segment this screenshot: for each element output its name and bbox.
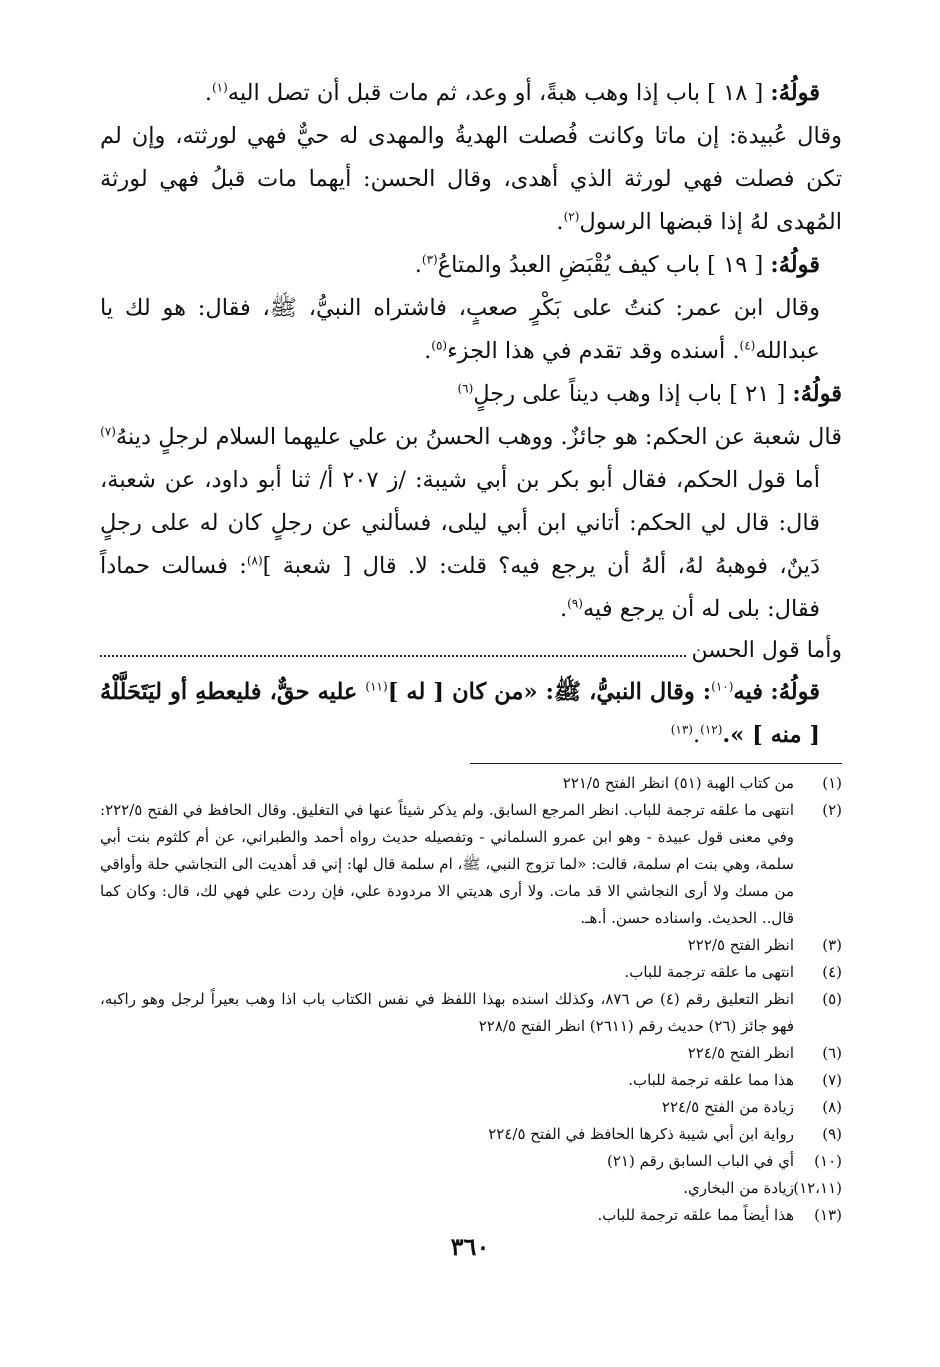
footnote-number: (٣) (822, 936, 842, 954)
section-lead: قولُهُ: (770, 252, 820, 278)
paragraph-chapter-21 (100, 373, 842, 416)
footnote-text: انظر الفتح ٢٢٢/٥ (687, 936, 794, 954)
footnote-ref: (١١) (365, 679, 388, 694)
footnote-ref: (٦) (457, 381, 474, 396)
footnote-number: (٥) (822, 990, 842, 1008)
punctuation: . (424, 338, 432, 364)
footnote-number: (٦) (822, 1044, 842, 1062)
body-text: عليه حقٌّ، فليعطهِ أو ليَتَحَلَّلْهُ [ منه ] ». (100, 679, 820, 748)
footnote-number: (١٣) (814, 1206, 842, 1224)
body-text: وقال عُبيدة: إن ماتا وكانت فُصلت الهديةُ والمهدى له حيٌّ فهي لورثته، وإن لم تكن فصلت فهي لورثة الذي أهدى، وقال الحسن: أيهما مات قبلُ فهي لورثة المُهدى لهُ إذا قبضها الرسول (100, 123, 842, 235)
paragraph-ubaida (100, 115, 842, 244)
footnote-item (100, 932, 842, 959)
body-text: : فسالت حماداً فقال: بلى له أن يرجع فيه (100, 553, 820, 622)
chapter-heading-text: [ ١٩ ] باب كيف يُقْبَضِ العبدُ والمتاعُ (437, 252, 764, 278)
punctuation: . (560, 596, 568, 622)
footnote-ref: (٤) (739, 338, 756, 353)
document-page (100, 72, 842, 1229)
footnote-ref: (١٢) (700, 722, 723, 737)
footnote-ref: (٣) (421, 252, 438, 267)
footnote-text: زيادة من البخاري. (683, 1179, 794, 1197)
footnote-ref: (٨) (246, 553, 263, 568)
paragraph-hakam (100, 459, 842, 631)
section-lead: قولُهُ: (792, 381, 842, 407)
footnote-text: انتهى ما علقه ترجمة للباب. انظر المرجع السابق. ولم يذكر شيئاً عنها في التغليق. وقال الحافظ في الفتح ٢٢٢/٥: وفي معنى قول عبيدة - وهو ابن عمرو السلماني - وتفصيله حديث رواه أحمد والطبراني، عن أم كلثوم بنت أبي سلمة، وهي بنت ام سلمة، قالت: «لما تزوج النبي، ﷺ، ام سلمة قال لها: إني قد أهديت الى النجاشي حلة وأواقي من مسك ولا أرى النجاشي الا قد مات. ولا أرى هديتي الا مردودة علي، فإن ردت علي فهي لك، قال: وكان كما قال.. الحديث. واسناده حسن. أ.هـ. (100, 801, 794, 927)
paragraph-hasan-gap (100, 631, 842, 671)
punctuation: . (692, 722, 701, 748)
paragraph-chapter-19 (100, 244, 842, 287)
footnote-text: رواية ابن أبي شيبة ذكرها الحافظ في الفتح ٢٢٤/٥ (488, 1125, 794, 1143)
footnote-text: زيادة من الفتح ٢٢٤/٥ (661, 1098, 794, 1116)
footnote-number: (٢) (822, 801, 842, 819)
footnote-number: (١٢،١١) (793, 1179, 842, 1197)
paragraph-hadith (100, 671, 842, 757)
footnote-item (100, 1121, 842, 1148)
footnote-number: (١٠) (814, 1152, 842, 1170)
body-text: . أسنده وقد تقدم في هذا الجزء (447, 338, 740, 364)
footnote-ref: (٧) (100, 424, 116, 439)
body-text: : وقال النبيُّ، ﷺ: «من كان [ له ] (387, 679, 712, 705)
footnote-item (100, 959, 842, 986)
footnote-ref: (٢) (563, 209, 580, 224)
footnote-text: انظر الفتح ٢٢٤/٥ (687, 1044, 794, 1062)
body-text: أما قول الحكم، فقال أبو بكر بن أبي شيبة: /ز ٢٠٧ أ/ ثنا أبو داود، عن شعبة، قال: قال لي الحكم: أتاني ابن أبي ليلى، فسألني عن رجلٍ كان له على رجلٍ دَينٌ، فوهبهُ لهُ، ألهُ أن يرجع فيه؟ قلت: لا. قال [ شعبة ] (100, 467, 820, 579)
chapter-heading-text: [ ٢١ ] باب إذا وهب ديناً على رجلٍ (473, 381, 786, 407)
footnote-ref: (١٣) (670, 722, 693, 737)
punctuation: . (556, 209, 564, 235)
body-text: وأما قول الحسن (691, 638, 842, 663)
footnote-ref: (١) (211, 80, 228, 95)
footnote-text: انتهى ما علقه ترجمة للباب. (624, 963, 794, 981)
footnote-text: من كتاب الهبة (٥١) انظر الفتح ٢٢١/٥ (562, 774, 794, 792)
footnote-number: (١) (822, 774, 842, 792)
footnote-item (100, 1067, 842, 1094)
body-text: قال شعبة عن الحكم: هو جائزٌ. ووهب الحسنُ بن علي عليهما السلام لرجلٍ دينهُ (115, 424, 842, 450)
footnote-item (100, 797, 842, 932)
paragraph-ibn-umar (100, 287, 842, 373)
footnote-ref: (٩) (567, 596, 583, 611)
footnote-item (100, 1148, 842, 1175)
punctuation: . (414, 252, 422, 278)
section-lead: قولُهُ: (770, 679, 820, 705)
footnote-item (100, 1202, 842, 1229)
footnote-separator (470, 763, 842, 764)
dotted-gap-line (100, 654, 686, 657)
chapter-heading-text: [ ١٨ ] باب إذا وهب هبةً، أو وعد، ثم مات قبل أن تصل اليه (227, 80, 764, 106)
footnote-item (100, 1094, 842, 1121)
footnote-item (100, 986, 842, 1040)
footnote-item (100, 1040, 842, 1067)
footnote-text: انظر التعليق رقم (٤) ص ٨٧٦، وكذلك اسنده بهذا اللفظ في نفس الكتاب باب اذا وهب بعيراً لرجل وهو راكبه، فهو جائز (٢٦) حديث رقم (٢٦١١) انظر الفتح ٢٢٨/٥ (100, 990, 794, 1035)
footnote-item (100, 1175, 842, 1202)
footnote-text: هذا مما علقه ترجمة للباب. (628, 1071, 794, 1089)
footnote-text: هذا أيضاً مما علقه ترجمة للباب. (597, 1206, 794, 1224)
footnotes (100, 770, 842, 1229)
footnote-ref: (١٠) (711, 679, 734, 694)
paragraph-chapter-18 (100, 72, 842, 115)
paragraph-shuba (100, 416, 842, 459)
punctuation: . (204, 80, 212, 106)
page-number: ٣٦٠ (450, 1232, 490, 1261)
footnote-ref: (٥) (431, 338, 448, 353)
section-lead: قولُهُ: (770, 80, 820, 106)
footnote-text: أي في الباب السابق رقم (٢١) (607, 1152, 794, 1170)
body-text: فيه (733, 679, 763, 705)
footnote-number: (٩) (822, 1125, 842, 1143)
footnote-number: (٧) (822, 1071, 842, 1089)
footnote-number: (٨) (822, 1098, 842, 1116)
footnote-number: (٤) (822, 963, 842, 981)
body-text: وقال ابن عمر: كنتُ على بَكْرٍ صعبٍ، فاشتراه النبيُّ، ﷺ، فقال: هو لك يا عبدالله (100, 295, 820, 364)
footnote-item (100, 770, 842, 797)
